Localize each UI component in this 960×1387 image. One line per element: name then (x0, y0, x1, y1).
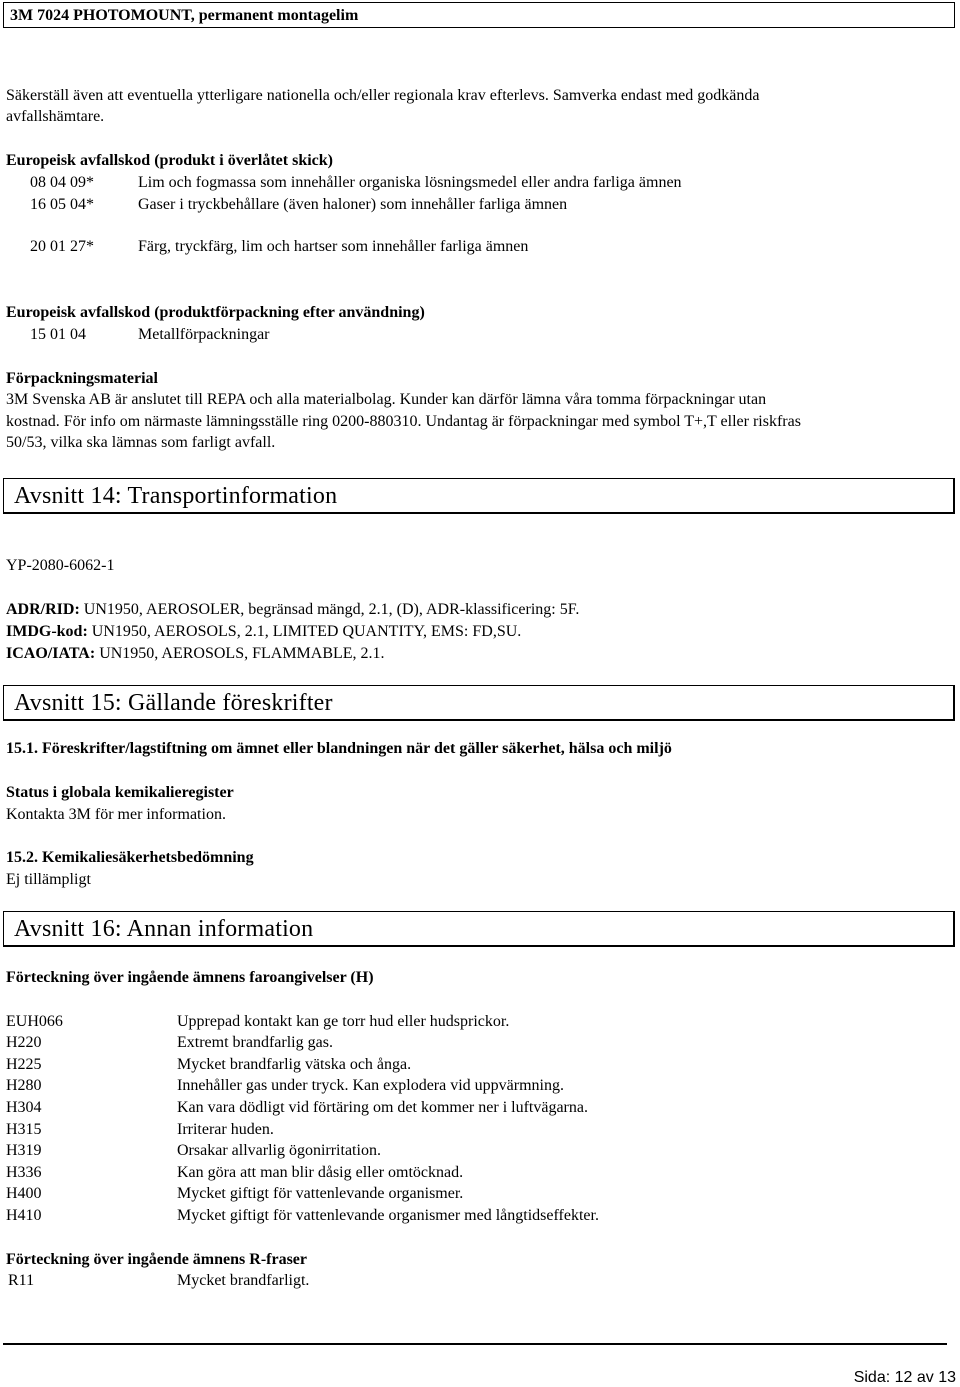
packaging-material-line-1: 3M Svenska AB är anslutet till REPA och alla materialbolag. Kunder kan därför lämna våra tomma förpackningar utan (6, 391, 767, 408)
h-code: EUH066 (6, 1013, 63, 1030)
waste-code-description: Lim och fogmassa som innehåller organiska lösningsmedel eller andra farliga ämnen (138, 174, 682, 191)
h-description: Extremt brandfarlig gas. (177, 1034, 333, 1051)
document-title: 3M 7024 PHOTOMOUNT, permanent montagelim (10, 7, 359, 24)
h-description: Mycket giftigt för vattenlevande organismer. (177, 1185, 464, 1202)
h-code: H315 (6, 1121, 42, 1138)
section-14-title: Avsnitt 14: Transportinformation (14, 483, 338, 509)
h-description: Mycket giftigt för vattenlevande organismer med långtidseffekter. (177, 1207, 599, 1224)
packaging-material-line-2: kostnad. För info om närmaste lämningsställe ring 0200-880310. Undantag är förpackningar med symbol T+,T eller riskfras (6, 413, 801, 430)
section-14-header (3, 478, 955, 514)
chemical-inventory-text: Kontakta 3M för mer information. (6, 806, 226, 823)
r-code: R11 (8, 1272, 35, 1289)
waste-code-description: Metallförpackningar (138, 326, 270, 343)
h-code: H225 (6, 1056, 42, 1073)
h-description: Orsakar allvarlig ögonirritation. (177, 1142, 381, 1159)
adr-rid-label: ADR/RID: (6, 601, 80, 618)
icao-iata-value: UN1950, AEROSOLS, FLAMMABLE, 2.1. (95, 645, 385, 662)
transport-reference: YP-2080-6062-1 (6, 557, 115, 574)
disposal-intro-line-1: Säkerställ även att eventuella ytterligare nationella och/eller regionala krav efterlevs. Samverka endast med godkända (6, 87, 760, 104)
icao-iata-label: ICAO/IATA: (6, 645, 96, 662)
h-code: H400 (6, 1185, 42, 1202)
waste-code: 16 05 04* (30, 196, 94, 213)
h-description: Kan vara dödligt vid förtäring om det kommer ner i luftvägarna. (177, 1099, 588, 1116)
chemical-inventory-heading: Status i globala kemikalieregister (6, 784, 234, 801)
waste-code: 20 01 27* (30, 238, 94, 255)
h-description: Irriterar huden. (177, 1121, 274, 1138)
r-description: Mycket brandfarligt. (177, 1272, 310, 1289)
section-16-header (3, 911, 955, 947)
h-description: Upprepad kontakt kan ge torr hud eller hudsprickor. (177, 1013, 510, 1030)
section-15-header (3, 685, 955, 721)
footer-divider (3, 1343, 947, 1345)
disposal-intro-line-2: avfallshämtare. (6, 108, 105, 125)
r-phrases-heading: Förteckning över ingående ämnens R-fraser (6, 1251, 307, 1268)
page-number: Sida: 12 av 13 (853, 1369, 956, 1386)
waste-code-description: Gaser i tryckbehållare (även haloner) som innehåller farliga ämnen (138, 196, 568, 213)
imdg-label: IMDG-kod: (6, 623, 88, 640)
adr-rid-value: UN1950, AEROSOLER, begränsad mängd, 2.1, (D), ADR-klassificering: 5F. (79, 601, 580, 618)
h-code: H336 (6, 1164, 42, 1181)
icao-iata-line (6, 645, 385, 663)
h-statements-heading: Förteckning över ingående ämnens faroangivelser (H) (6, 969, 374, 986)
h-code: H220 (6, 1034, 42, 1051)
safety-assessment-subheading: 15.2. Kemikaliesäkerhetsbedömning (6, 849, 254, 866)
h-description: Innehåller gas under tryck. Kan explodera vid uppvärmning. (177, 1077, 564, 1094)
section-16-title: Avsnitt 16: Annan information (14, 916, 314, 942)
h-code: H304 (6, 1099, 42, 1116)
h-description: Kan göra att man blir dåsig eller omtöcknad. (177, 1164, 464, 1181)
packaging-material-line-3: 50/53, vilka ska lämnas som farligt avfall. (6, 434, 276, 451)
packaging-material-heading: Förpackningsmaterial (6, 370, 158, 387)
h-code: H319 (6, 1142, 42, 1159)
waste-code: 15 01 04 (30, 326, 86, 343)
safety-assessment-text: Ej tillämpligt (6, 871, 91, 888)
imdg-line (6, 623, 521, 641)
regulation-subheading: 15.1. Föreskrifter/lagstiftning om ämnet eller blandningen när det gäller säkerhet, hälsa och miljö (6, 740, 672, 757)
imdg-value: UN1950, AEROSOLS, 2.1, LIMITED QUANTITY, EMS: FD,SU. (87, 623, 522, 640)
product-waste-code-heading: Europeisk avfallskod (produkt i överlåtet skick) (6, 152, 334, 169)
section-15-title: Avsnitt 15: Gällande föreskrifter (14, 690, 333, 716)
h-code: H410 (6, 1207, 42, 1224)
h-code: H280 (6, 1077, 42, 1094)
packaging-waste-code-heading: Europeisk avfallskod (produktförpackning efter användning) (6, 304, 425, 321)
waste-code-description: Färg, tryckfärg, lim och hartser som innehåller farliga ämnen (138, 238, 529, 255)
adr-rid-line (6, 601, 579, 619)
h-description: Mycket brandfarlig vätska och ånga. (177, 1056, 412, 1073)
document-header (3, 2, 955, 28)
waste-code: 08 04 09* (30, 174, 94, 191)
